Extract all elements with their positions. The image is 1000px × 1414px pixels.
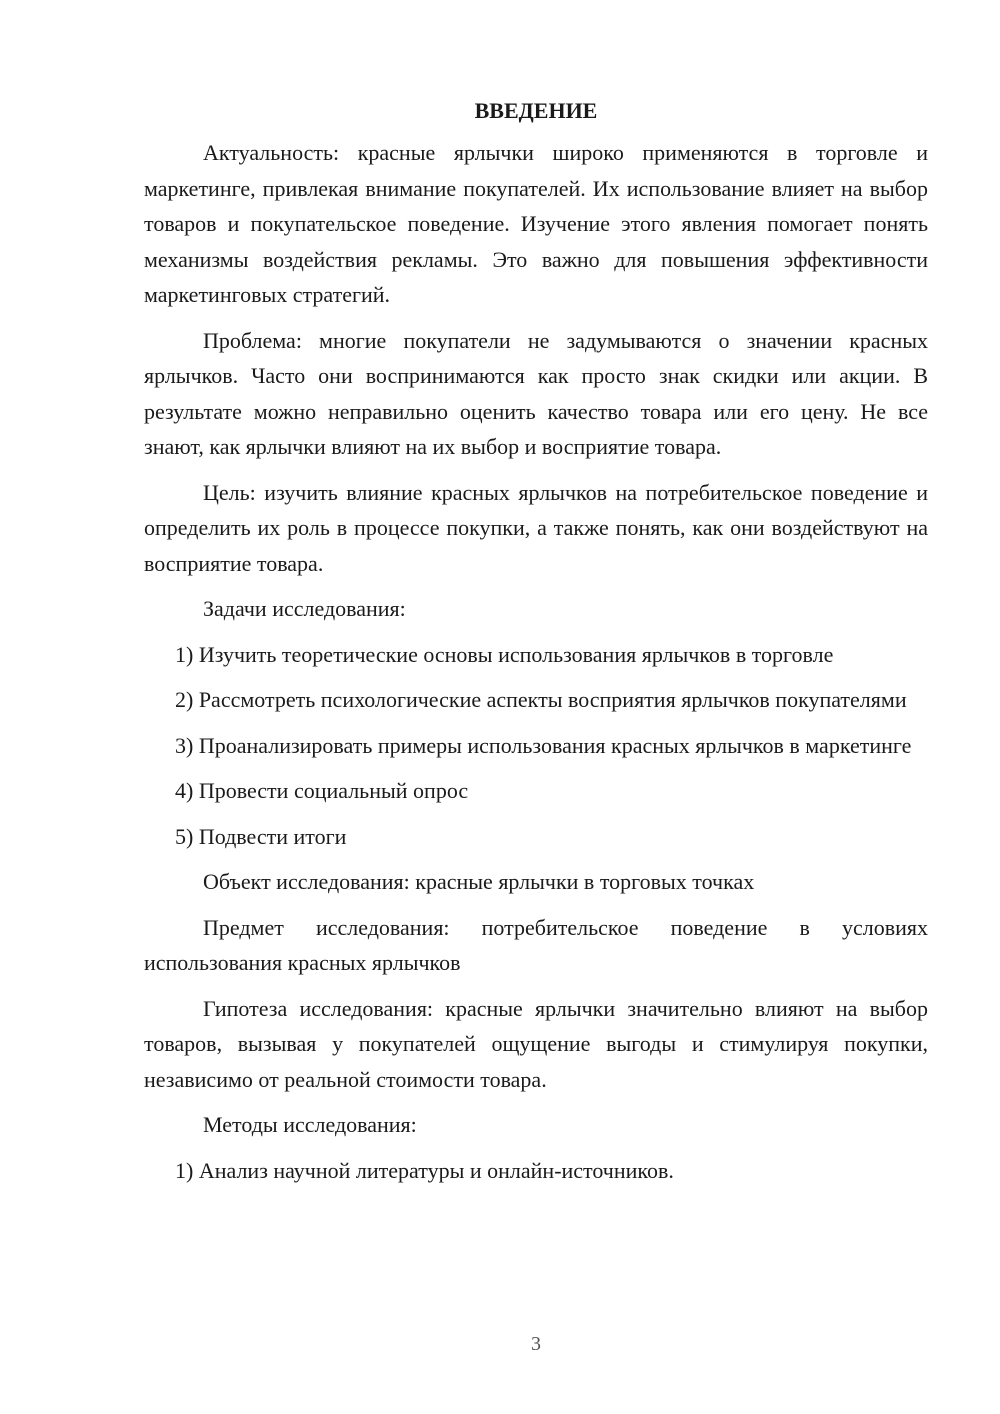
method-item-1: 1) Анализ научной литературы и онлайн-источников. bbox=[175, 1157, 674, 1183]
paragraph-problem: Проблема: многие покупатели не задумываются о значении красных ярлычков. Часто они воспринимаются как просто знак скидки или акции. В результате можно неправильно оценить качество товара или его цену. Не все знают, как ярлычки влияют на их выбор и восприятие товара. bbox=[144, 327, 928, 459]
paragraph-relevance: Актуальность: красные ярлычки широко применяются в торговле и маркетинге, привлекая внимание покупателей. Их использование влияет на выбор товаров и покупательское поведение. Изучение этого явления помогает понять механизмы воздействия рекламы. Это важно для повышения эффективности маркетинговых стратегий. bbox=[144, 140, 928, 307]
paragraph-goal: Цель: изучить влияние красных ярлычков на потребительское поведение и определить их роль в процессе покупки, а также понять, как они воздействуют на восприятие товара. bbox=[144, 479, 928, 576]
section-title: ВВЕДЕНИЕ bbox=[474, 98, 598, 123]
methods-heading: Методы исследования: bbox=[203, 1112, 417, 1137]
tasks-heading: Задачи исследования: bbox=[203, 596, 406, 621]
paragraph-object: Объект исследования: красные ярлычки в торговых точках bbox=[203, 869, 755, 894]
task-item-1: 1) Изучить теоретические основы использования ярлычков в торговле bbox=[175, 641, 834, 667]
paragraph-hypothesis: Гипотеза исследования: красные ярлычки значительно влияют на выбор товаров, вызывая у покупателей ощущение выгоды и стимулируя покупки, независимо от реальной стоимости товара. bbox=[144, 995, 928, 1092]
page-content bbox=[144, 96, 928, 1198]
paragraph-subject: Предмет исследования: потребительское поведение в условиях использования красных ярлычков bbox=[144, 914, 928, 975]
task-item-2: 2) Рассмотреть психологические аспекты восприятия ярлычков покупателями bbox=[175, 687, 907, 712]
page-number: 3 bbox=[531, 1333, 541, 1355]
task-item-3: 3) Проанализировать примеры использования красных ярлычков в маркетинге bbox=[175, 732, 912, 758]
task-item-4: 4) Провести социальный опрос bbox=[175, 778, 469, 803]
task-item-5: 5) Подвести итоги bbox=[175, 823, 347, 849]
